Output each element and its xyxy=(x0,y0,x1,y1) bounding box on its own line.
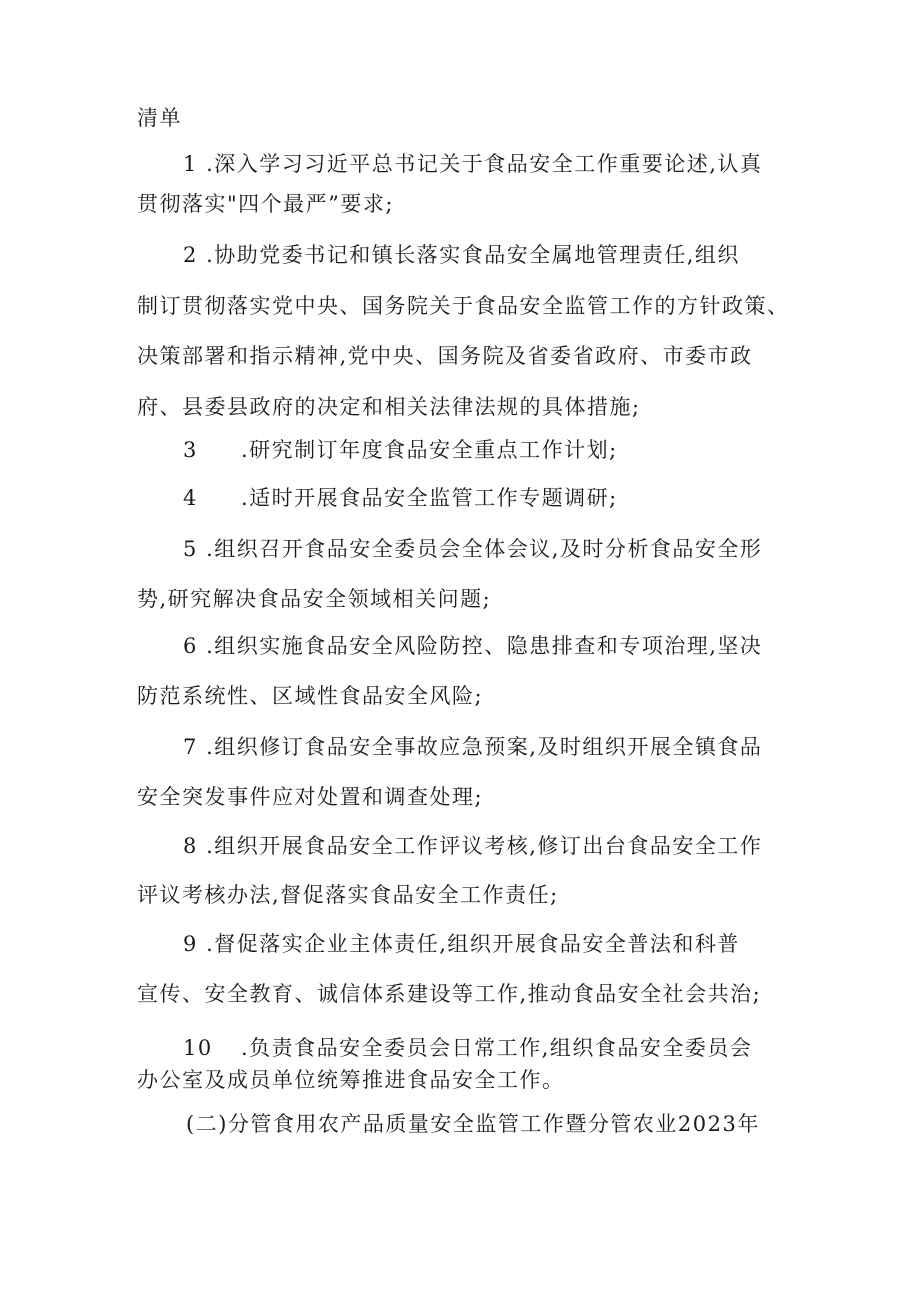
item-number: 2 xyxy=(183,243,198,267)
item-number: 4 xyxy=(183,486,198,510)
item-text: .组织实施食品安全风险防控、隐患排查和专项治理,坚决 xyxy=(206,634,763,658)
heading-tail: 清单 xyxy=(137,106,182,130)
item-number: 6 xyxy=(183,634,198,658)
item-text: .适时开展食品安全监管工作专题调研; xyxy=(241,486,618,510)
section-heading: (二)分管食用农产品质量安全监管工作暨分管农业2023年 xyxy=(186,1112,760,1136)
item-number: 9 xyxy=(183,932,198,956)
item-text: .组织开展食品安全工作评议考核,修订出台食品安全工作 xyxy=(206,834,763,858)
list-item xyxy=(183,930,740,958)
item-text: .研究制订年度食品安全重点工作计划; xyxy=(241,438,618,462)
item-text: .深入学习习近平总书记关于食品安全工作重要论述,认真 xyxy=(206,152,763,176)
item-continuation: 决策部署和指示精神,党中央、国务院及省委省政府、市委市政 xyxy=(137,344,753,368)
item-continuation: 评议考核办法,督促落实食品安全工作责任; xyxy=(137,883,559,907)
item-number: 3 xyxy=(183,438,198,462)
list-item xyxy=(183,1034,752,1062)
item-continuation: 贯彻落实"四个最严”要求; xyxy=(137,192,394,216)
list-item xyxy=(183,484,618,512)
item-text: .组织召开食品安全委员会全体会议,及时分析食品安全形 xyxy=(206,537,763,561)
list-item xyxy=(183,436,618,464)
list-item xyxy=(183,733,762,761)
item-continuation: 势,研究解决食品安全领域相关问题; xyxy=(137,587,492,611)
item-continuation: 府、县委县政府的决定和相关法律法规的具体措施; xyxy=(137,395,641,419)
item-number: 8 xyxy=(183,834,198,858)
item-number: 1 xyxy=(183,152,198,176)
item-text: .协助党委书记和镇长落实食品安全属地管理责任,组织 xyxy=(206,243,740,267)
item-number: 7 xyxy=(183,735,198,759)
item-text: .负责食品安全委员会日常工作,组织食品安全委员会 xyxy=(241,1036,753,1060)
list-item xyxy=(183,832,762,860)
item-text: .组织修订食品安全事故应急预案,及时组织开展全镇食品 xyxy=(206,735,763,759)
list-item xyxy=(183,241,740,269)
item-continuation: 安全突发事件应对处置和调查处理; xyxy=(137,785,484,809)
item-continuation: 防范系统性、区域性食品安全风险; xyxy=(137,684,484,708)
item-continuation: 制订贯彻落实党中央、国务院关于食品安全监管工作的方针政策、 xyxy=(137,294,790,318)
list-item xyxy=(183,535,762,563)
list-item xyxy=(183,150,762,178)
item-number: 10 xyxy=(183,1036,213,1060)
item-continuation: 宣传、安全教育、诚信体系建设等工作,推动食品安全社会共治; xyxy=(137,982,762,1006)
item-text: .督促落实企业主体责任,组织开展食品安全普法和科普 xyxy=(206,932,740,956)
list-item xyxy=(183,632,762,660)
item-number: 5 xyxy=(183,537,198,561)
item-continuation: 办公室及成员单位统筹推进食品安全工作。 xyxy=(137,1068,565,1092)
